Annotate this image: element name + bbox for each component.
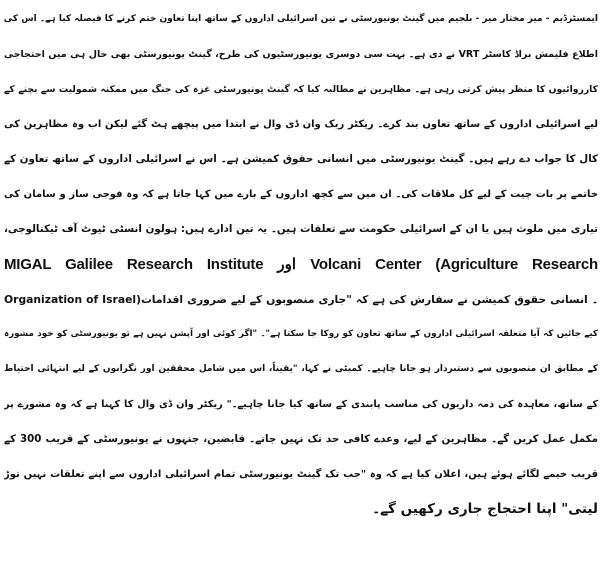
article-line-last: لیتی" اپنا احتجاج جاری رکھیں گے۔ xyxy=(372,501,598,517)
article-line-institutions: MIGAL Galilee Research Institute اور Volcani Center (Agriculture Research xyxy=(4,256,598,273)
article-line: لیے اسرائیلی اداروں کے ساتھ تعاون بند کرے۔ ریکٹر ریک وان ڈی وال نے ابتدا میں پیچھے ہٹ گئے لیکن اب وہ مظاہرین کی xyxy=(4,119,598,130)
article-line: کارروائیوں کا منظر پیش کرتی رہی ہے۔ مظاہرین نے مطالبہ کیا کہ گینٹ یونیورسٹی غزہ کی جنگ میں ممکنہ شمولیت سے بچنے کے xyxy=(4,84,598,95)
article-line: کال کا جواب دے رہے ہیں۔ گینٹ یونیورسٹی میں انسانی حقوق کمیشن ہے۔ اس نے اسرائیلی اداروں کے ساتھ تعاون کے xyxy=(4,153,598,165)
article-line: قریب خیمے لگائے ہوئے ہیں، اعلان کیا ہے کہ وہ "جب تک گینٹ یونیورسٹی تمام اسرائیلی اداروں سے اپنے تعلقات نہیں توڑ xyxy=(4,469,598,480)
article-line: Organization of Israel)۔ انسانی حقوق کمیشن نے سفارش کی ہے کہ "جاری منصوبوں کے لیے ضروری اقدامات xyxy=(4,293,598,306)
article-body xyxy=(4,2,598,527)
article-line: ایمسٹرڈیم - میر مختار میر - بلجیم میں گینٹ یونیورسٹی نے تین اسرائیلی اداروں کے ساتھ اپنا تعاون ختم کرنے کا فیصلہ کیا ہے۔ اس کی xyxy=(4,14,598,24)
article-line: تیاری میں ملوث ہیں یا ان کے اسرائیلی حکومت سے تعلقات ہیں۔ یہ تین ادارے ہیں: ہولون انسٹی ٹیوٹ آف ٹیکنالوجی، xyxy=(4,223,598,235)
article-line: کے مطابق ان منصوبوں سے دستبردار ہو جانا چاہیے۔ کمیٹی نے کہا، "یقیناً، اس میں شامل محققین اور نگرانوں کے لیے انتہائی احتیاط xyxy=(4,364,598,374)
article-line: مکمل عمل کریں گے۔ مظاہرین کے لیے، وعدے کافی حد تک نہیں جاتے۔ قابضین، جنہوں نے یونیورسٹی کے قریب 300 کے xyxy=(4,433,598,445)
article-line: کیے جائیں کہ آیا متعلقہ اسرائیلی اداروں کے ساتھ تعاون کو روکا جا سکتا ہے"۔ "اگر کوئی اور آپشن نہیں ہے تو یونیورسٹی کو خود مشورہ xyxy=(4,329,598,339)
article-line: خاتمے پر بات چیت کے لیے کل ملاقات کی۔ ان میں سے کچھ اداروں کے بارے میں کہا جاتا ہے کہ وہ فوجی ساز و سامان کی xyxy=(4,189,598,200)
article-line: اطلاع فلیمش براڈ کاسٹر VRT نے دی ہے۔ بہت سی دوسری یونیورسٹیوں کی طرح، گینٹ یونیورسٹی بھی حال ہی میں احتجاجی xyxy=(4,49,598,60)
article-line: کے ساتھ، معاہدہ کی ذمہ داریوں کی مناسب پابندی کے ساتھ کیا جانا چاہیے۔" ریکٹر وان ڈی وال کا کہنا ہے کہ وہ مشورے پر xyxy=(4,399,598,410)
